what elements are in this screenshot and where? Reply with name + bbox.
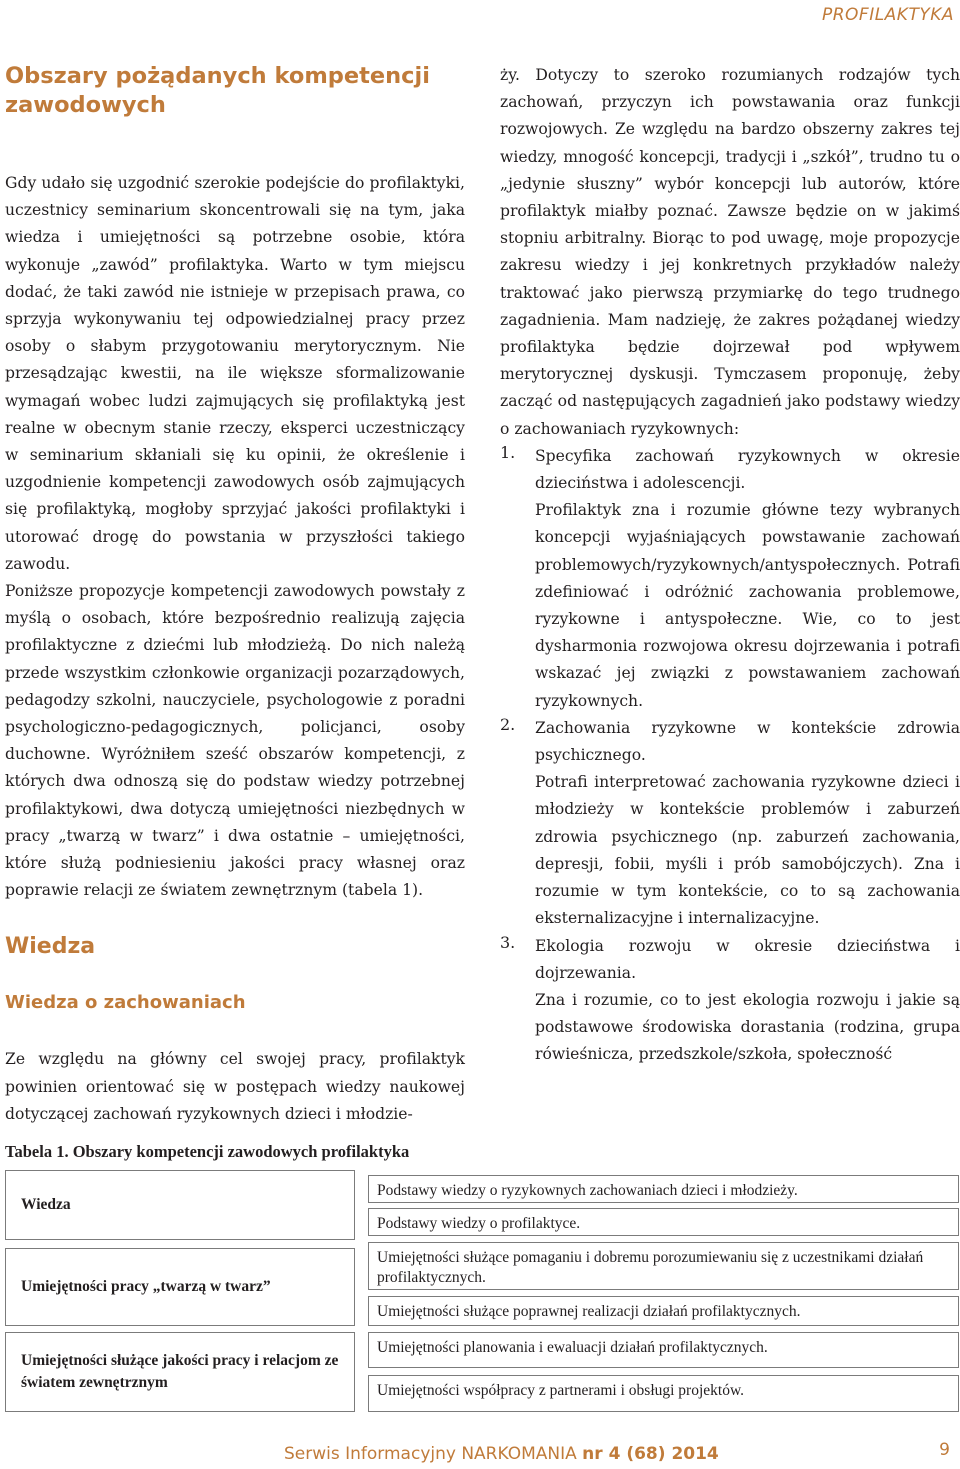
list-item <box>500 715 960 933</box>
paragraph: Poniższe propozycje kompetencji zawodowych powstały z myślą o osobach, które bezpośrednio realizują zajęcia profilaktyczne z dziećmi lub młodzieżą. Do nich należą przede wszystkim członkowie organizacji pozarządowych, pedagodzy szkolni, nauczyciele, psychologowie z poradni psychologiczno-pedagogicznych, policjanci, osoby duchowne. Wyróżniłem sześć obszarów kompetencji, z których dwa odnoszą się do podstaw wiedzy potrzebnej profilaktykowi, dwa dotyczą umiejętności niezbędnych w pracy „twarzą w twarz” i dwa ostatnie – umiejętności, które służą podniesieniu jakości pracy własnej oraz poprawie relacji ze światem zewnętrznym (tabela 1). <box>5 582 465 900</box>
list-item <box>500 443 960 715</box>
left-column <box>5 62 465 1128</box>
table-group-label: Umiejętności służące jakości pracy i relacjom ze światem zewnętrznym <box>5 1332 355 1412</box>
table-cell: Umiejętności służące pomaganiu i dobremu porozumiewaniu się z uczestnikami działań profilaktycznych. <box>368 1242 959 1290</box>
table-cell: Umiejętności służące poprawnej realizacji działań profilaktycznych. <box>368 1296 959 1326</box>
table-cell: Podstawy wiedzy o ryzykownych zachowaniach dzieci i młodzieży. <box>368 1175 959 1203</box>
article-title: Obszary pożądanych kompetencji zawodowych <box>5 63 430 118</box>
list-item-body: Potrafi interpretować zachowania ryzykowne dzieci i młodzieży w kontekście problemów i zaburzeń zdrowia psychicznego (np. zaburzeń zachowania, depresji, fobii, myśli i prób samobójczych). Zna i rozumie w tym kontekście, co to są zachowania eksternalizacyjne i internalizacyjne. <box>535 773 960 928</box>
list-number: 2. <box>500 714 516 734</box>
paragraph: ży. Dotyczy to szeroko rozumianych rodzajów tych zachowań, przyczyn ich powstawania oraz funkcji rozwojowych. Ze względu na bardzo obszerny zakres tej wiedzy, mnogość koncepcji, tradycji i „szkół”, trudno tu o „jedynie słuszny” wybór koncepcji lub autorów, które profilaktyk miałby poznać. Zawsze będzie on w jakimś stopniu arbitralny. Biorąc to pod uwagę, moje propozycje zakresu wiedzy i jej konkretnych przykładów należy traktować jako pierwszą przymiarkę do tego trudnego zagadnienia. Mam nadzieję, że zakres pożądanej wiedzy profilaktyka będzie dojrzewał pod wpływem merytorycznej dyskusji. Tymczasem proponuję, żeby zacząć od następujących zagadnień jako podstawy wiedzy o zachowaniach ryzykownych: <box>500 66 960 438</box>
list-item-title: Specyfika zachowań ryzykownych w okresie dzieciństwa i adolescencji. <box>535 446 960 493</box>
page-number: 9 <box>939 1440 950 1460</box>
journal-name: Serwis Informacyjny NARKOMANIA <box>284 1444 577 1464</box>
journal-issue: nr 4 (68) 2014 <box>582 1444 719 1464</box>
paragraph: Ze względu na główny cel swojej pracy, profilaktyk powinien orientować się w postępach wiedzy naukowej dotyczącej zachowań ryzykownych dzieci i młodzie- <box>5 1050 465 1123</box>
list-item-body: Zna i rozumie, co to jest ekologia rozwoju i jakie są podstawowe środowiska dorastania (rodzina, grupa rówieśnicza, przedszkole/szkoła, społeczność <box>535 990 960 1064</box>
list-number: 3. <box>500 932 516 952</box>
table-cell: Umiejętności współpracy z partnerami i obsługi projektów. <box>368 1375 959 1412</box>
list-number: 1. <box>500 442 516 462</box>
right-column <box>500 62 960 1069</box>
section-heading-knowledge: Wiedza <box>5 934 96 960</box>
subsection-heading-behaviour: Wiedza o zachowaniach <box>5 992 246 1014</box>
list-item-body: Profilaktyk zna i rozumie główne tezy wybranych koncepcji wyjaśniających powstawanie zachowań problemowych/ryzykownych/antyspołecznych. Potrafi zdefiniować i odróżnić zachowania problemowe, ryzykowne i antyspołeczne. Wie, co to jest dysharmonia rozwojowa okresu dojrzewania i potrafi wskazać jej związki z powstawaniem zachowań ryzykownych. <box>535 501 960 710</box>
footer-journal <box>284 1444 719 1464</box>
section-header: PROFILAKTYKA <box>821 5 954 25</box>
list-item-title: Zachowania ryzykowne w kontekście zdrowia psychicznego. <box>535 718 960 765</box>
table-group-label: Umiejętności pracy „twarzą w twarz” <box>5 1248 355 1326</box>
list-item-title: Ekologia rozwoju w okresie dzieciństwa i dojrzewania. <box>535 936 960 982</box>
paragraph: Gdy udało się uzgodnić szerokie podejście do profilaktyki, uczestnicy seminarium skoncentrowali się na tym, jaka wiedza i umiejętności są potrzebne osobie, która wykonuje „zawód” profilaktyka. Warto w tym miejscu dodać, że taki zawód nie istnieje w przepisach prawa, co sprzyja wykonywaniu tej odpowiedzialnej pracy przez osoby o słabym przygotowaniu merytorycznym. Nie przesądzając kwestii, na ile większe sformalizowanie wymagań wobec ludzi zajmujących się profilaktyką jest realne w obecnym stanie rzeczy, eksperci uczestniczący w seminarium skłaniali się ku opinii, że określenie i uzgodnienie kompetencji zawodowych osób zajmujących się profilaktyką, mogłoby sprzyjać jakości profilaktyki i utorować drogę do powstania w przyszłości takiego zawodu. <box>5 174 465 573</box>
table-cell: Umiejętności planowania i ewaluacji działań profilaktycznych. <box>368 1332 959 1368</box>
table-group-label: Wiedza <box>5 1170 355 1240</box>
list-item <box>500 933 960 1069</box>
table-cell: Podstawy wiedzy o profilaktyce. <box>368 1208 959 1236</box>
table-caption: Tabela 1. Obszary kompetencji zawodowych profilaktyka <box>5 1142 410 1161</box>
